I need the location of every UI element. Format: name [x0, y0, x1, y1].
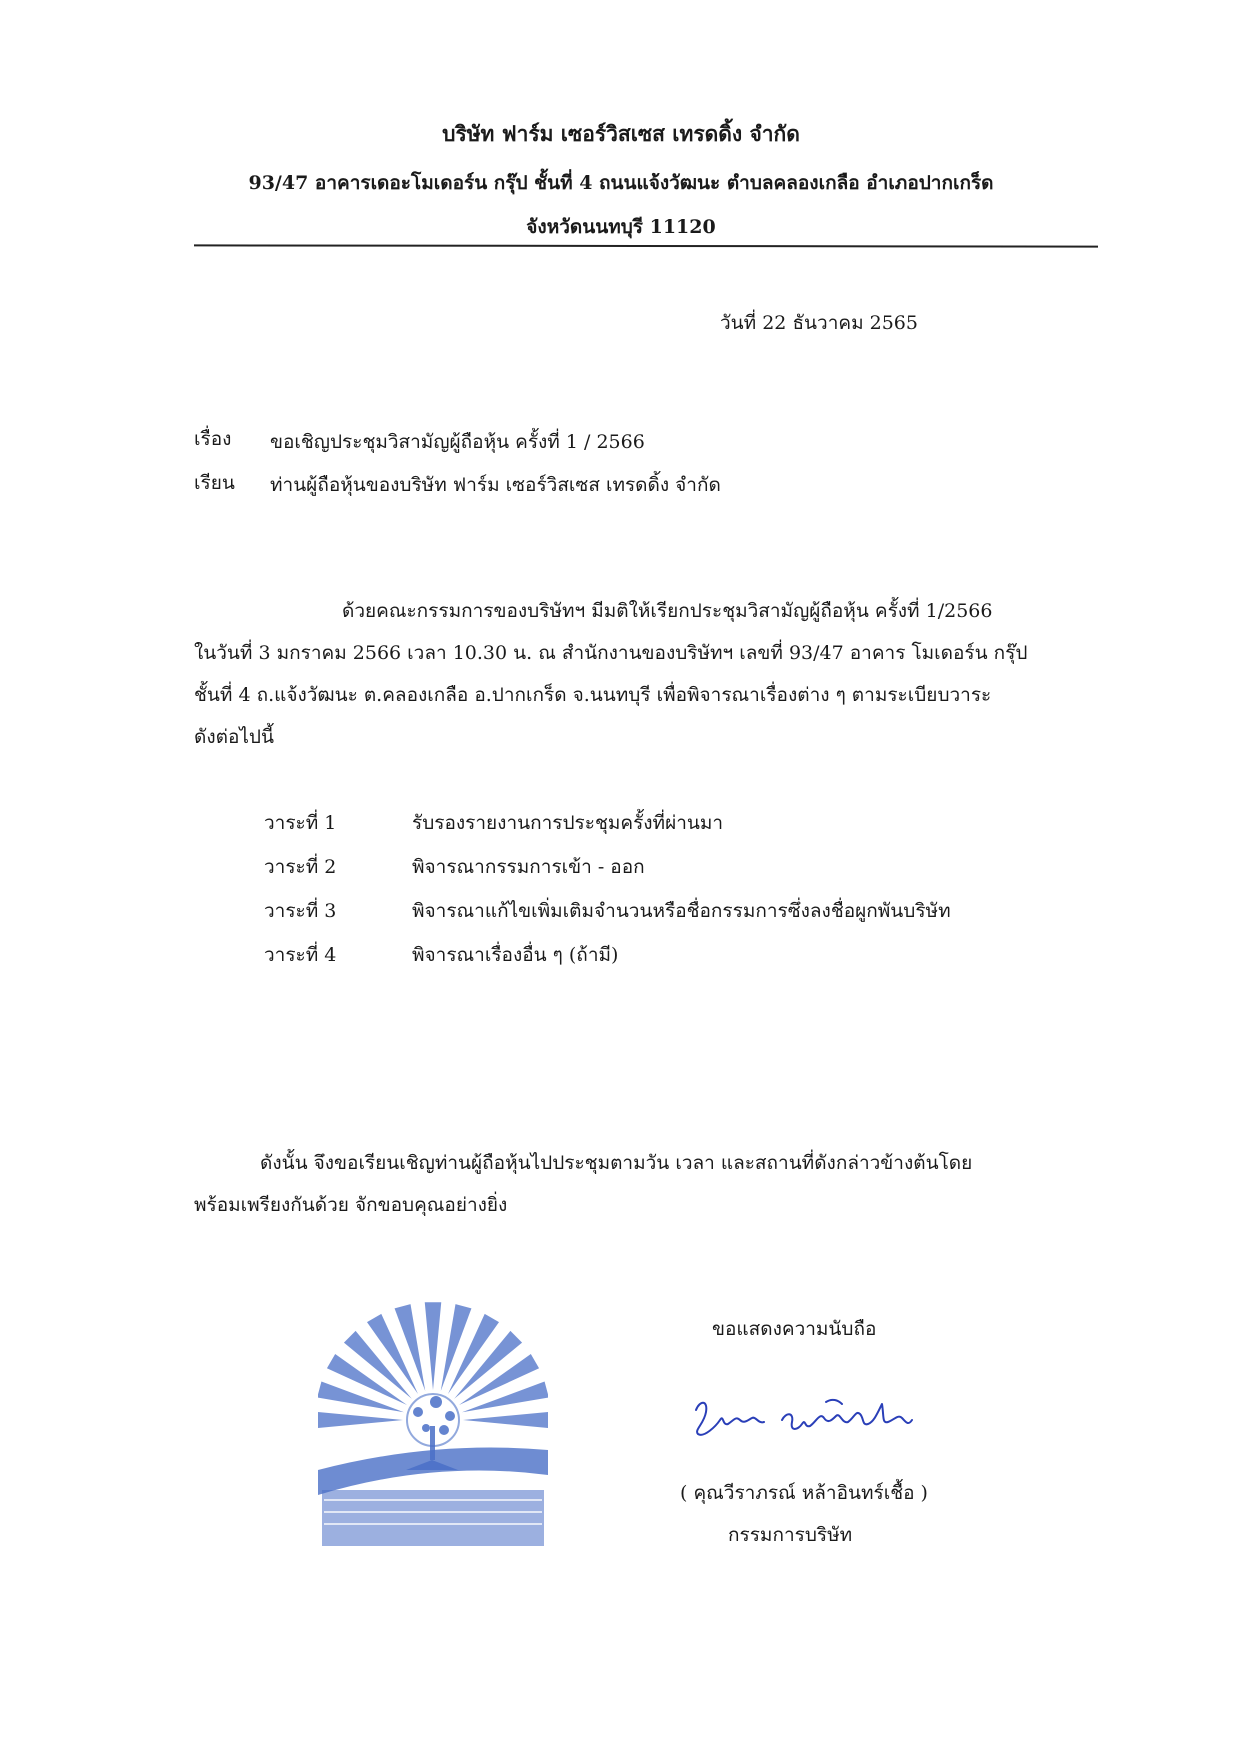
body-paragraph	[194, 590, 1027, 758]
letter-date: วันที่ 22 ธันวาคม 2565	[720, 312, 918, 334]
agenda-number: วาระที่ 3	[264, 900, 337, 922]
handwritten-signature	[686, 1390, 926, 1450]
signatory-name: ( คุณวีราภรณ์ หล้าอินทร์เชื้อ )	[680, 1482, 928, 1504]
signatory-position: กรรมการบริษัท	[728, 1524, 853, 1546]
subject-label: เรื่อง	[194, 428, 232, 450]
seal-sun-ray	[463, 1412, 548, 1429]
body-line: ด้วยคณะกรรมการของบริษัทฯ มีมติให้เรียกประชุมวิสามัญผู้ถือหุ้น ครั้งที่ 1/2566	[342, 600, 993, 622]
company-address: 93/47 อาคารเดอะโมเดอร์น กรุ๊ป ชั้นที่ 4 ถนนแจ้งวัฒนะ ตำบลคลองเกลือ อำเภอปากเกร็ด	[248, 172, 994, 194]
seal-sun-ray	[318, 1412, 403, 1429]
agenda-text: พิจารณากรรมการเข้า - ออก	[412, 856, 645, 878]
agenda-text: รับรองรายงานการประชุมครั้งที่ผ่านมา	[412, 812, 724, 834]
recipient-label: เรียน	[194, 472, 235, 494]
conclusion-line: ดังนั้น จึงขอเรียนเชิญท่านผู้ถือหุ้นไปประชุมตามวัน เวลา และสถานที่ดังกล่าวข้างต้นโดย	[260, 1152, 973, 1174]
agenda-number: วาระที่ 2	[264, 856, 337, 878]
agenda-number: วาระที่ 1	[264, 812, 337, 834]
agenda-text: พิจารณาเรื่องอื่น ๆ (ถ้ามี)	[412, 944, 619, 966]
agenda-text: พิจารณาแก้ไขเพิ่มเติมจำนวนหรือชื่อกรรมการซึ่งลงชื่อผูกพันบริษัท	[412, 900, 951, 922]
recipient-text: ท่านผู้ถือหุ้นของบริษัท ฟาร์ม เซอร์วิสเซส เทรดดิ้ง จำกัด	[270, 474, 721, 496]
company-seal-stamp	[318, 1300, 548, 1550]
agenda-number: วาระที่ 4	[264, 944, 337, 966]
company-name: บริษัท ฟาร์ม เซอร์วิสเซส เทรดดิ้ง จำกัด	[442, 121, 800, 146]
conclusion-paragraph	[194, 1142, 972, 1226]
body-line: ในวันที่ 3 มกราคม 2566 เวลา 10.30 น. ณ สำนักงานของบริษัทฯ เลขที่ 93/47 อาคาร โมเดอร์น กรุ๊ป	[194, 642, 1028, 664]
subject-text: ขอเชิญประชุมวิสามัญผู้ถือหุ้น ครั้งที่ 1 / 2566	[270, 431, 645, 453]
body-line: ชั้นที่ 4 ถ.แจ้งวัฒนะ ต.คลองเกลือ อ.ปากเกร็ด จ.นนทบุรี เพื่อพิจารณาเรื่องต่าง ๆ ตามระเบียบวาระ	[194, 684, 992, 706]
header-divider	[194, 244, 1098, 247]
body-line: ดังต่อไปนี้	[194, 726, 274, 748]
company-address-province: จังหวัดนนทบุรี 11120	[526, 216, 716, 238]
closing-text: ขอแสดงความนับถือ	[712, 1318, 877, 1340]
conclusion-line: พร้อมเพรียงกันด้วย จักขอบคุณอย่างยิ่ง	[194, 1194, 508, 1216]
seal-sun-ray	[425, 1302, 442, 1390]
